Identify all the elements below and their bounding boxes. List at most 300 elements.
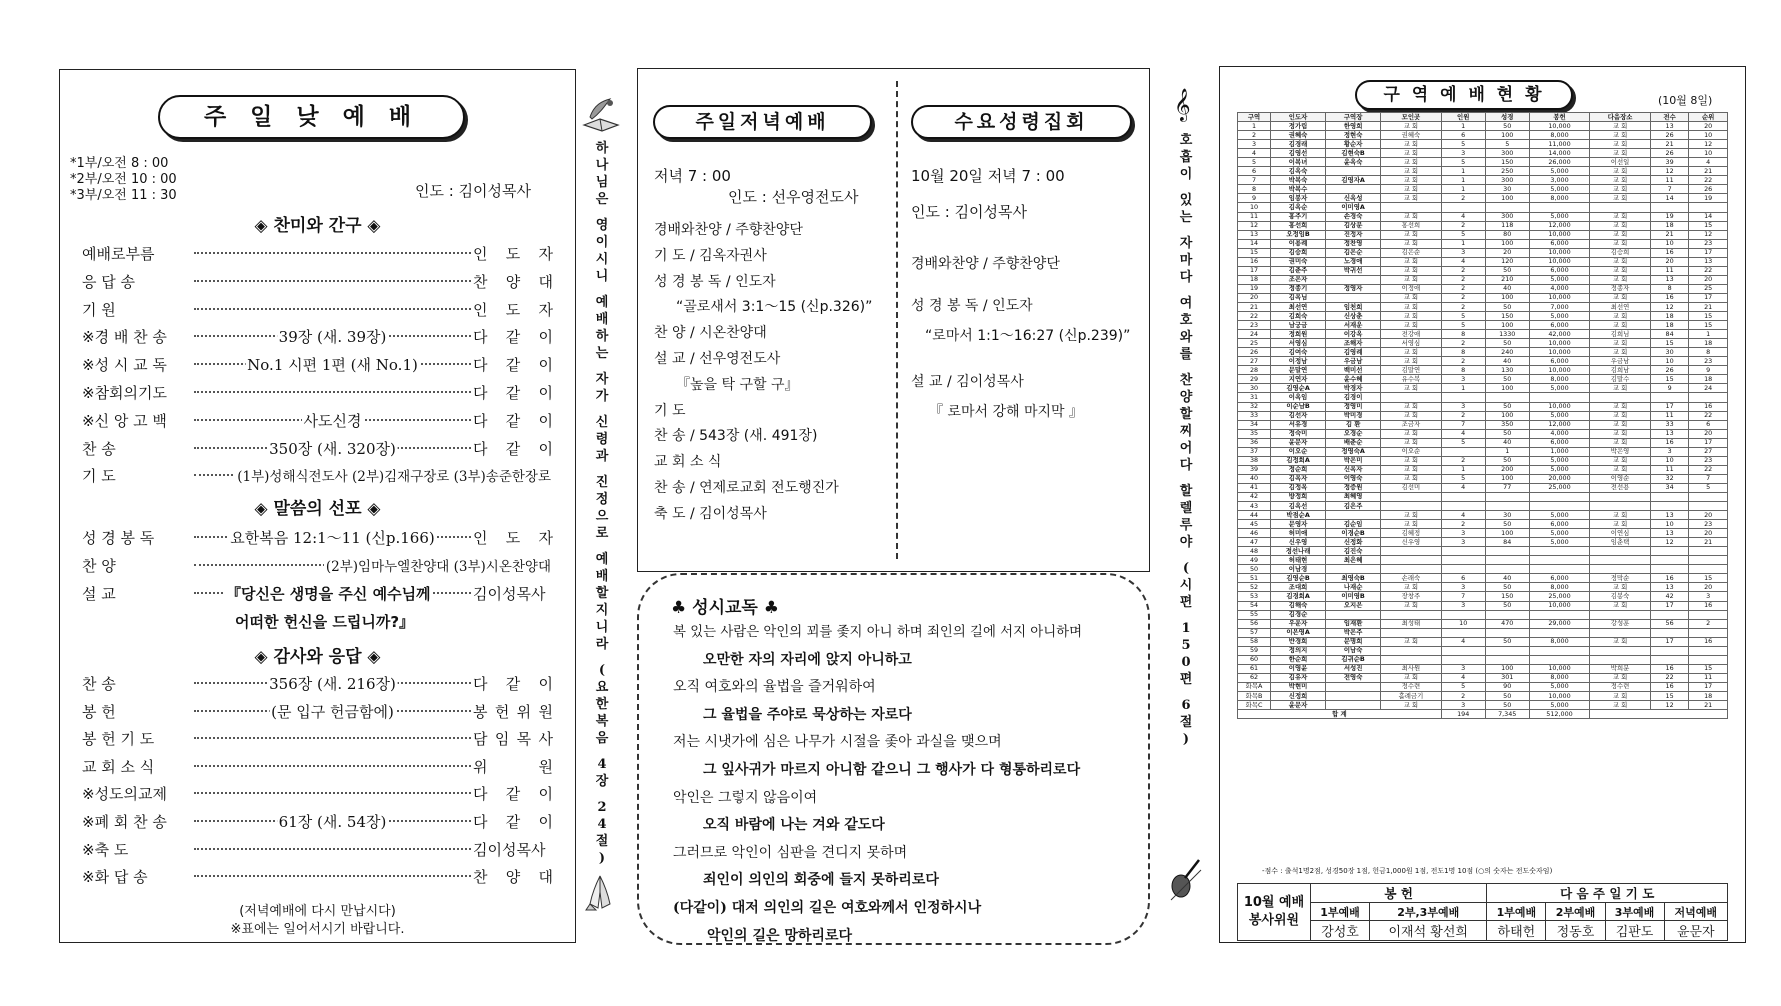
report-cell: 21 [1689,167,1728,176]
report-cell: 20 [1689,429,1728,438]
report-cell: 박복숙 [1271,176,1326,185]
report-cell: 77 [1485,483,1529,492]
report-cell: 교 회 [1381,230,1442,239]
report-cell: 정영숙A [1326,447,1381,456]
report-cell: 21 [1689,701,1728,710]
report-cell: 조은자 [1271,275,1326,284]
report-cell: 11 [1238,212,1271,221]
service-row-label: 찬 양 [82,556,116,575]
report-cell: 정의지 [1271,646,1326,655]
report-cell: 이용례 [1271,239,1326,248]
report-cell: 25,000 [1529,483,1590,492]
report-cell: 김은순 [1381,248,1442,257]
report-title: 구 역 예 배 현 황 [1355,80,1573,110]
report-cell: 교 회 [1590,411,1651,420]
report-row [1238,465,1728,474]
report-cell: 교 회 [1590,176,1651,185]
report-cell: 7,000 [1529,302,1590,311]
report-cell: 10,000 [1529,230,1590,239]
report-cell: 14 [1650,194,1689,203]
report-cell [1326,610,1381,619]
report-cell: 2 [1441,266,1485,275]
report-cell: 15 [1650,692,1689,701]
report-cell: 5,000 [1529,538,1590,547]
report-cell: 정숙미 [1271,429,1326,438]
report-row [1238,601,1728,610]
report-cell: 5,000 [1529,701,1590,710]
report-cell: 교 회 [1381,429,1442,438]
report-cell: 17 [1689,248,1728,257]
report-cell [1650,628,1689,637]
report-cell: 20 [1689,275,1728,284]
report-cell: 40 [1238,474,1271,483]
report-cell: 12,000 [1529,420,1590,429]
report-cell: 교 회 [1590,194,1651,203]
report-cell: 전영숙 [1326,673,1381,682]
service-row-label: 봉 헌 [82,702,116,721]
service-row [82,728,553,754]
report-cell: 7 [1238,176,1271,185]
report-cell: 23 [1689,520,1728,529]
service-row [82,673,553,699]
wednesday-time: 10월 20일 저녁 7 : 00 [911,167,1065,185]
report-cell: 교 회 [1381,158,1442,167]
service-row-detail: No.1 시편 1편 (새 No.1) [247,356,418,375]
reading-line: 그 잎사귀가 마르지 아니함 같으니 그 행사가 다 형통하리로다 [703,762,1081,778]
service-row-responsible: 김이성목사 [473,840,546,859]
report-cell: 18 [1689,692,1728,701]
report-row [1238,158,1728,167]
report-cell: 윤옥숙 [1326,158,1381,167]
report-cell: 교 회 [1381,275,1442,284]
report-cell [1381,655,1442,664]
service-row-label: 설 교 [82,584,116,603]
service-row [82,382,553,408]
report-cell: 17 [1689,682,1728,691]
report-cell [1326,167,1381,176]
report-row [1238,185,1728,194]
report-cell: 8 [1238,185,1271,194]
report-cell [1689,655,1728,664]
report-cell: 교 회 [1381,140,1442,149]
report-cell: 11 [1650,266,1689,275]
report-cell [1326,293,1381,302]
report-cell: 교 회 [1381,167,1442,176]
report-cell: 배춘순 [1326,438,1381,447]
report-cell: 이미영A [1326,203,1381,212]
report-cell: 29 [1238,375,1271,384]
report-row [1238,384,1728,393]
report-cell: 손래숙 [1381,574,1442,583]
report-cell: 교 회 [1381,293,1442,302]
report-cell: 교 회 [1381,474,1442,483]
report-cell: 12 [1650,538,1689,547]
report-row [1238,511,1728,520]
report-cell: 43 [1238,502,1271,511]
report-cell: 25,000 [1529,592,1590,601]
report-cell: 교 회 [1381,185,1442,194]
report-cell: 32 [1650,474,1689,483]
report-cell: 최영숙B [1326,574,1381,583]
report-cell: 100 [1485,411,1529,420]
column-divider [896,81,898,559]
report-cell: 김옥숙 [1271,167,1326,176]
report-cell: 8 [1441,330,1485,339]
report-cell: 신옥자 [1326,465,1381,474]
report-cell: 오지은 [1326,601,1381,610]
service-row [82,811,553,837]
reading-line: 오만한 자의 자리에 앉지 아니하고 [703,651,912,668]
report-cell: 15 [1689,221,1728,230]
morning-service-title: 주 일 낮 예 배 [158,95,465,139]
report-cell: 1 [1441,185,1485,194]
report-cell [1650,547,1689,556]
report-cell: 16 [1689,402,1728,411]
report-row [1238,547,1728,556]
report-cell: 김영례 [1326,348,1381,357]
report-cell: 50 [1485,701,1529,710]
report-cell: 14 [1689,212,1728,221]
total-value: 7,345 [1485,710,1529,719]
order-item: 『높을 탁 구할 구』 [676,376,799,393]
report-cell: 26 [1650,366,1689,375]
report-row [1238,212,1728,221]
report-cell: 150 [1485,312,1529,321]
report-cell [1590,646,1651,655]
report-cell: 김옥선 [1271,502,1326,511]
report-cell: 18 [1238,275,1271,284]
report-row [1238,529,1728,538]
report-cell: 17 [1689,438,1728,447]
report-cell [1326,565,1381,574]
report-cell: 9 [1238,194,1271,203]
report-cell: 김옥순 [1271,203,1326,212]
report-cell: 2 [1441,357,1485,366]
report-cell: 51 [1238,574,1271,583]
report-cell: 김정희A [1271,456,1326,465]
report-cell: 15 [1689,574,1728,583]
service-row-responsible: 다 같 이 [473,675,553,693]
leader-dots [194,792,471,794]
report-cell: 5 [1441,438,1485,447]
report-cell: 20 [1689,511,1728,520]
service-row-responsible: 인 도 자 [473,245,553,263]
report-cell: 교 회 [1381,673,1442,682]
report-cell: 15 [1689,321,1728,330]
report-cell: 교 회 [1381,176,1442,185]
reading-line: 오직 여호와의 율법을 즐거워하여 [673,679,876,696]
report-score-note: -점수 : 출석1명2점, 성경50장 1점, 헌금1,000원 1점, 전도1명 10점 (○의 숫자는 전도숫자임) [1262,867,1553,875]
service-row [82,866,553,892]
report-cell: 26,000 [1529,158,1590,167]
report-cell [1441,502,1485,511]
service-row [82,243,553,269]
report-row [1238,592,1728,601]
report-cell [1689,628,1728,637]
report-cell: 이강옥 [1326,330,1381,339]
report-cell: 교 회 [1381,122,1442,131]
report-row [1238,122,1728,131]
report-cell: 20 [1689,122,1728,131]
report-cell: 신정희 [1271,692,1326,701]
report-cell: 48 [1238,547,1271,556]
report-cell: 90 [1485,682,1529,691]
report-cell [1590,547,1651,556]
report-cell: 17 [1650,637,1689,646]
report-cell: 김은주 [1326,502,1381,511]
report-cell [1529,492,1590,501]
time-3: *3부/오전 11 : 30 [70,188,177,203]
report-cell: 15 [1650,375,1689,384]
report-cell: 교 회 [1590,212,1651,221]
footer-note-1: (저녁예배에 다시 만납시다) [239,904,396,919]
report-row [1238,574,1728,583]
report-cell: 교 회 [1381,321,1442,330]
report-cell: 권혜숙 [1271,131,1326,140]
report-cell: 62 [1238,673,1271,682]
report-cell: 12 [1650,701,1689,710]
report-cell: 1330 [1485,330,1529,339]
order-item: 기 도 [654,402,686,419]
report-cell: 6 [1441,574,1485,583]
report-cell [1485,547,1529,556]
report-cell: 40 [1485,357,1529,366]
report-cell: 250 [1485,167,1529,176]
reading-line: 그 율법을 주야로 묵상하는 자로다 [703,706,912,723]
service-row-label: 응 답 송 [82,272,136,291]
report-cell: 김영순B [1271,574,1326,583]
report-cell: 교 회 [1381,520,1442,529]
leader-dots [194,848,471,850]
report-cell: 10,000 [1529,257,1590,266]
report-row [1238,646,1728,655]
report-row [1238,140,1728,149]
report-cell: 교 회 [1381,212,1442,221]
report-cell: 50 [1485,456,1529,465]
report-cell: 8 [1689,348,1728,357]
report-cell: 26 [1650,131,1689,140]
report-cell [1381,393,1442,402]
report-row [1238,520,1728,529]
report-cell [1326,701,1381,710]
report-cell: 3 [1441,583,1485,592]
volunteer-role: 저녁예배 [1664,903,1727,921]
report-cell [1381,556,1442,565]
report-cell: 39 [1650,158,1689,167]
report-row [1238,483,1728,492]
report-column-header: 전수 [1650,113,1689,122]
report-cell: 14,000 [1529,149,1590,158]
report-cell: 13 [1689,257,1728,266]
report-cell: 25 [1238,339,1271,348]
report-cell: 신우영 [1381,538,1442,547]
service-row-detail: (1부)성해식전도사 (2부)김재구장로 (3부)송준한장로 [235,465,553,485]
report-cell: 6,000 [1529,239,1590,248]
volunteer-role: 3부예배 [1605,903,1664,921]
report-cell: 1 [1441,384,1485,393]
report-row [1238,312,1728,321]
reading-line: (다같이) 대저 의인의 길은 여호와께서 인정하시나 [673,900,982,916]
order-item: 교 회 소 식 [654,454,722,471]
report-cell: 3 [1441,601,1485,610]
report-cell: 15 [1689,664,1728,673]
report-row [1238,357,1728,366]
report-cell: 13 [1650,529,1689,538]
vertical-verse-1: 하 나 님 은 영 이 시 니 예 배 하 는 자 가 신 령 과 진 정 으 로 예 배 할 지 니 라 ( 요 한 복 음 4 장 2 4 절 ) [595,141,609,866]
report-cell: 김선자 [1271,411,1326,420]
leader-dots [194,737,471,739]
report-cell [1441,447,1485,456]
report-row [1238,429,1728,438]
report-cell: 300 [1485,212,1529,221]
report-cell [1381,502,1442,511]
report-cell: 1 [1441,122,1485,131]
report-cell [1590,492,1651,501]
report-cell: 10,000 [1529,402,1590,411]
report-cell: 130 [1485,366,1529,375]
report-cell: 지연자 [1271,375,1326,384]
report-cell: 41 [1238,483,1271,492]
report-cell: 교 회 [1590,420,1651,429]
report-cell: 84 [1485,538,1529,547]
report-cell: 150 [1485,592,1529,601]
volunteer-role: 2부,3부예배 [1370,903,1487,921]
report-cell: 3 [1689,592,1728,601]
report-cell: 11 [1689,673,1728,682]
report-cell: 8 [1650,284,1689,293]
report-cell: 홍선희 [1381,221,1442,230]
report-cell: 10 [1689,149,1728,158]
service-row [82,583,553,609]
service-row [82,465,553,491]
report-cell: 33 [1238,411,1271,420]
report-cell: 교 회 [1381,266,1442,275]
report-row [1238,131,1728,140]
service-row-responsible: 다 같 이 [473,785,553,804]
report-cell [1381,565,1442,574]
report-cell: 교 회 [1590,221,1651,230]
report-column-header: 인도자 [1271,113,1326,122]
reading-line: 악인의 길은 망하리로다 [707,927,852,944]
report-cell: 100 [1485,194,1529,203]
service-row [82,756,553,782]
report-cell: 김정옥 [1271,483,1326,492]
report-cell: 100 [1485,664,1529,673]
report-cell: 교 회 [1590,275,1651,284]
report-row [1238,339,1728,348]
report-cell: 교 회 [1590,239,1651,248]
report-cell: 김진숙 [1326,547,1381,556]
report-cell: 교 회 [1381,601,1442,610]
service-row-label: ※폐 회 찬 송 [82,813,167,831]
service-row [82,410,553,436]
report-cell: 이복녀 [1271,158,1326,167]
report-cell: 6,000 [1529,321,1590,330]
report-cell [1689,502,1728,511]
order-item: 『 로마서 강해 마지막 』 [929,404,1083,420]
service-row-detail: 요한복음 12:1～11 (신p.166) [230,529,435,547]
reading-line: 저는 시냇가에 심은 나무가 시절을 좇아 과실을 맺으며 [673,734,1002,751]
report-cell [1590,556,1651,565]
report-cell: 8,000 [1529,673,1590,682]
service-row-label: 찬 송 [82,675,116,693]
report-cell [1689,565,1728,574]
report-cell: 교 회 [1381,456,1442,465]
reading-line: 죄인이 의인의 회중에 들지 못하리로다 [703,872,939,889]
evening-service-title: 주일저녁예배 [653,105,872,139]
report-cell: 김 환 [1326,420,1381,429]
report-cell: 50 [1485,601,1529,610]
order-item: 설 교 / 김이성목사 [911,374,1024,390]
report-row [1238,502,1728,511]
report-cell: 200 [1485,465,1529,474]
report-cell: 6 [1238,167,1271,176]
service-row-detail: 『당신은 생명을 주신 예수님께 [226,584,431,603]
report-cell: 김귀순B [1326,655,1381,664]
report-cell [1529,203,1590,212]
report-cell: 2 [1441,194,1485,203]
report-cell: 6,000 [1529,520,1590,529]
report-cell: 8,000 [1529,637,1590,646]
report-cell: 박은영 [1590,447,1651,456]
report-cell: 6,000 [1529,438,1590,447]
report-cell: 46 [1238,529,1271,538]
report-cell: 12 [1650,302,1689,311]
report-cell [1485,556,1529,565]
report-cell: 6 [1441,131,1485,140]
report-cell: 23 [1689,357,1728,366]
report-cell: 정찬영 [1326,239,1381,248]
report-cell: 김상분 [1326,221,1381,230]
report-cell: 10 [1441,619,1485,628]
report-cell: 2 [1441,456,1485,465]
report-row [1238,655,1728,664]
report-cell: 18 [1689,339,1728,348]
footer-note-2: ※표에는 일어서시기 바랍니다. [230,922,405,937]
report-cell: 29,000 [1529,619,1590,628]
report-cell: 우금남 [1590,357,1651,366]
service-row-responsible: 위 원 [473,757,553,776]
leader-dots [194,391,471,393]
report-cell: 임재환 [1326,619,1381,628]
report-cell: 김영자A [1326,176,1381,185]
volunteer-name: 하태헌 [1487,921,1546,941]
report-cell: 100 [1485,293,1529,302]
report-cell: 300 [1485,176,1529,185]
report-cell: 20 [1689,583,1728,592]
volunteers-label: 10월 예배 봉사위원 [1238,884,1311,941]
report-cell: 정종자 [1590,284,1651,293]
service-row-responsible: 김이성목사 [473,584,546,603]
section-response-title: ◈ 감사와 응답 ◈ [254,647,381,667]
report-cell [1441,610,1485,619]
report-column-header: 구역 [1238,113,1271,122]
report-cell [1529,646,1590,655]
report-cell: 교 회 [1590,456,1651,465]
report-cell: 52 [1238,583,1271,592]
report-cell: 5 [1689,483,1728,492]
report-cell [1441,393,1485,402]
report-cell: 13 [1650,122,1689,131]
report-cell: 19 [1650,212,1689,221]
report-cell: 5 [1441,230,1485,239]
report-cell: 손경숙 [1326,212,1381,221]
report-cell: 반경희 [1271,637,1326,646]
report-cell: 4 [1441,212,1485,221]
report-cell: 최선연 [1590,302,1651,311]
report-cell: 6,000 [1529,266,1590,275]
report-cell: 11 [1650,465,1689,474]
